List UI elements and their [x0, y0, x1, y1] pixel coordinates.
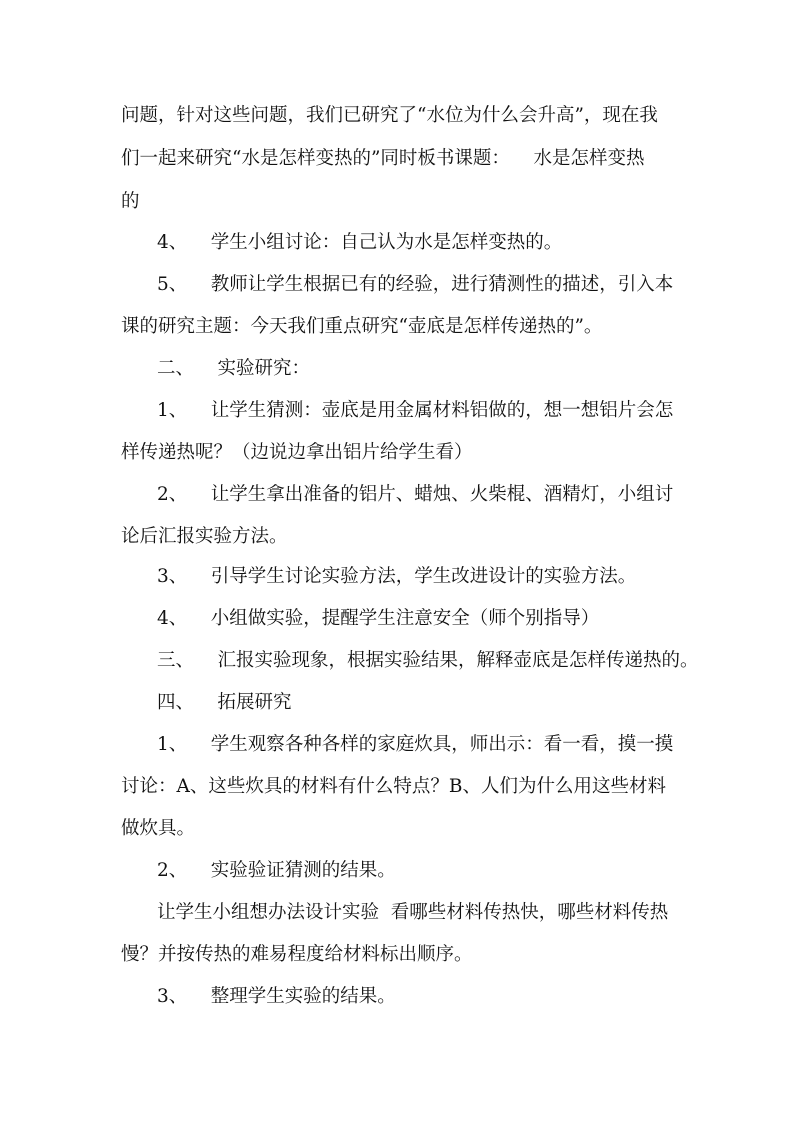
- text-line: 问题，针对这些问题，我们已研究了“水位为什么会升高”，现在我: [121, 105, 658, 126]
- text-line: 论后汇报实验方法。: [121, 526, 288, 547]
- text-line: 们一起来研究“水是怎样变热的”同时板书课题： 水是怎样变热: [121, 148, 645, 169]
- text-line: 的: [121, 191, 140, 212]
- text-line: 讨论：A、这些炊具的材料有什么特点？B、人们为什么用这些材料: [121, 776, 666, 797]
- text-line: 1、 学生观察各种各样的家庭炊具，师出示：看一看，摸一摸: [157, 734, 674, 755]
- text-line: 4、 学生小组讨论：自己认为水是怎样变热的。: [157, 232, 563, 253]
- text-line: 做炊具。: [121, 818, 196, 839]
- text-line: 慢？并按传热的难易程度给材料标出顺序。: [121, 944, 473, 965]
- text-line: 样传递热呢？（边说边拿出铝片给学生看）: [121, 442, 473, 463]
- text-line: 1、 让学生猜测：壶底是用金属材料铝做的，想一想铝片会怎: [157, 400, 674, 421]
- text-line: 4、 小组做实验，提醒学生注意安全（师个别指导）: [157, 608, 600, 629]
- section-heading: 四、 拓展研究: [157, 692, 292, 713]
- text-line: 5、 教师让学生根据已有的经验，进行猜测性的描述，引入本: [157, 274, 674, 295]
- section-heading: 三、 汇报实验现象，根据实验结果，解释壶底是怎样传递热的。: [157, 650, 699, 671]
- text-line: 让学生小组想办法设计实验 看哪些材料传热快，哪些材料传热: [157, 902, 669, 923]
- text-line: 2、 实验验证猜测的结果。: [157, 860, 396, 881]
- text-line: 课的研究主题：今天我们重点研究“壶底是怎样传递热的”。: [121, 316, 603, 337]
- section-heading: 二、 实验研究：: [157, 358, 311, 379]
- text-line: 2、 让学生拿出准备的铝片、蜡烛、火柴棍、酒精灯，小组讨: [157, 484, 674, 505]
- text-line: 3、 整理学生实验的结果。: [157, 986, 396, 1007]
- text-line: 3、 引导学生讨论实验方法，学生改进设计的实验方法。: [157, 566, 637, 587]
